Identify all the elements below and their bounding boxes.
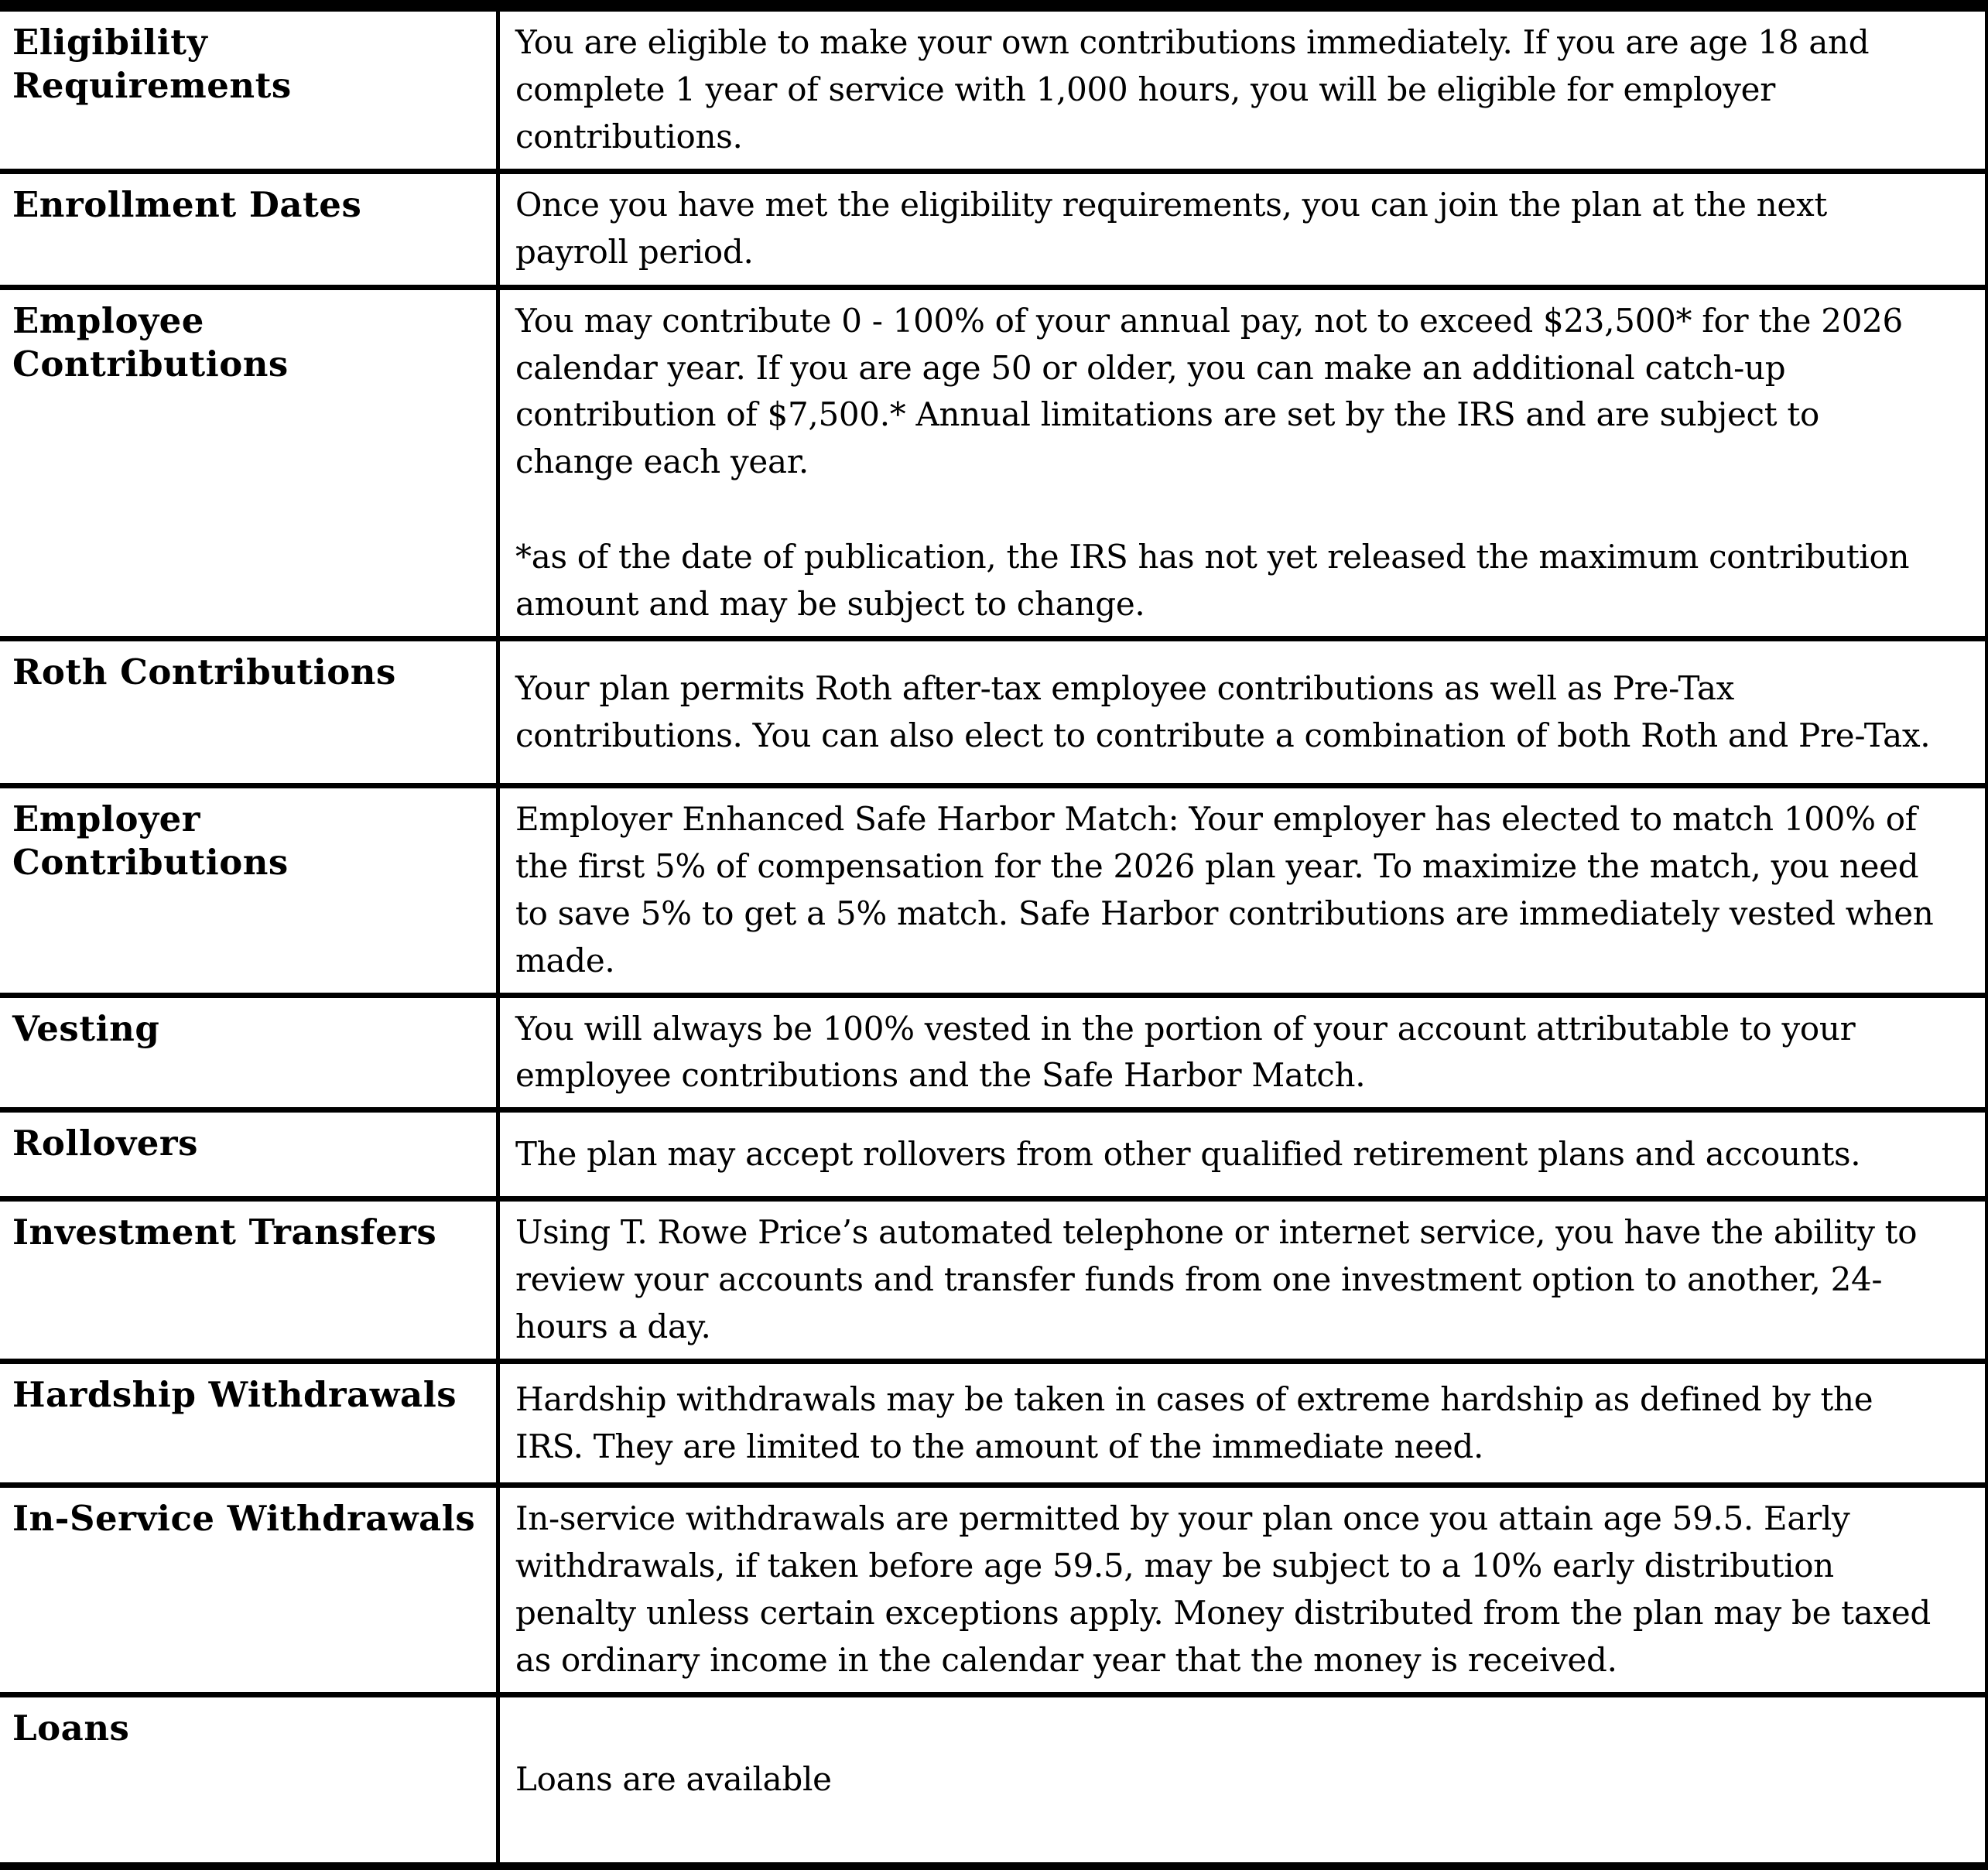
row-label-text: Eligibility Requirements [12,22,292,107]
row-value [498,1694,1987,1866]
row-value [498,1485,1987,1695]
table-row-loans [0,1694,1986,1866]
row-paragraph-footnote: *as of the date of publication, the IRS has not yet released the maximum contribution amount and may be subject to change. [515,538,1910,624]
row-label [0,287,498,638]
table-row-investment-transfers [0,1199,1986,1362]
row-value [498,639,1987,786]
table-row-roth-contributions [0,639,1986,786]
row-label [0,1485,498,1695]
row-label-text: Vesting [12,1007,160,1049]
row-paragraph: In-service withdrawals are permitted by your plan once you attain age 59.5. Early withdrawals, if taken before age 59.5, may be subject to a 10% early distribution penalty unless certain exceptions apply. Money distributed from the plan may be taxed as ordinary income in the calendar year that the money is received. [515,1499,1932,1679]
row-label-text: Roth Contributions [12,651,396,693]
row-value [498,171,1987,287]
table-row-in-service-withdrawals [0,1485,1986,1695]
row-paragraph: Once you have met the eligibility requirements, you can join the plan at the next payroll period. [515,186,1827,272]
row-value [498,1110,1987,1199]
table-row-enrollment-dates [0,171,1986,287]
row-label [0,1694,498,1866]
row-label-text: Enrollment Dates [12,183,362,225]
row-paragraph: The plan may accept rollovers from other qualified retirement plans and accounts. [515,1134,1861,1173]
row-label [0,171,498,287]
row-label [0,639,498,786]
row-paragraph: Using T. Rowe Price’s automated telephone or internet service, you have the ability to review your accounts and transfer funds from one investment option to another, 24-hours a day. [515,1213,1918,1346]
table-row-employee-contributions [0,287,1986,638]
table-row-employer-contributions [0,786,1986,996]
row-value [498,786,1987,996]
row-paragraph: You are eligible to make your own contributions immediately. If you are age 18 and complete 1 year of service with 1,000 hours, you will be eligible for employer contributions. [515,23,1870,156]
row-label-text: Employee Contributions [12,299,289,385]
row-value [498,6,1987,172]
table-row-eligibility-requirements [0,6,1986,172]
row-label [0,6,498,172]
table-row-vesting [0,995,1986,1110]
row-value [498,287,1987,638]
row-label [0,995,498,1110]
row-value [498,995,1987,1110]
row-label [0,1362,498,1485]
row-label [0,1199,498,1362]
row-label-text: Hardship Withdrawals [12,1374,457,1416]
row-paragraph: Your plan permits Roth after-tax employee contributions as well as Pre-Tax contributions. You can also elect to contribute a combination of both Roth and Pre-Tax. [515,668,1931,754]
table-row-rollovers [0,1110,1986,1199]
row-value [498,1362,1987,1485]
row-label-text: Employer Contributions [12,798,289,884]
row-paragraph: You will always be 100% vested in the portion of your account attributable to your employee contributions and the Safe Harbor Match. [515,1009,1856,1095]
row-paragraph: Loans are available [515,1759,832,1798]
row-label-text: Investment Transfers [12,1212,437,1253]
row-paragraph: Employer Enhanced Safe Harbor Match: Your employer has elected to match 100% of the first 5% of compensation for the 2026 plan year. To maximize the match, you need to save 5% to get a 5% match. Safe Harbor contributions are immediately vested when made. [515,800,1934,979]
row-label-text: In-Service Withdrawals [12,1498,476,1540]
row-label [0,1110,498,1199]
row-paragraph: You may contribute 0 - 100% of your annual pay, not to exceed $23,500* for the 2026 calendar year. If you are age 50 or older, you can make an additional catch-up contribution of $7,500.* Annual limitations are set by the IRS and are subject to change each year. [515,301,1903,481]
row-value [498,1199,1987,1362]
row-label-text: Loans [12,1707,130,1749]
row-paragraph: Hardship withdrawals may be taken in cases of extreme hardship as defined by the IRS. They are limited to the amount of the immediate need. [515,1379,1873,1465]
row-label-text: Rollovers [12,1123,198,1164]
row-label [0,786,498,996]
table-row-hardship-withdrawals [0,1362,1986,1485]
